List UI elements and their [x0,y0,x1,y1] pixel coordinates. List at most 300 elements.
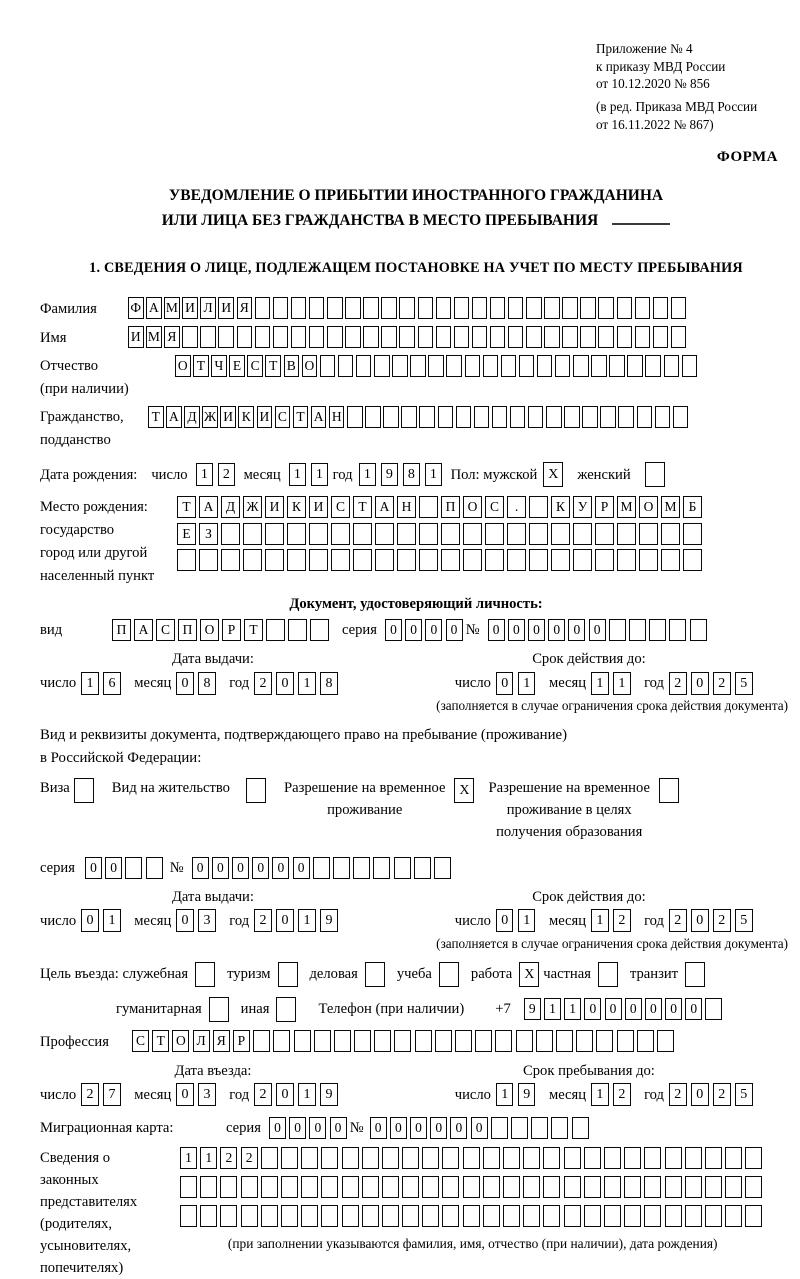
char-cell[interactable] [637,406,653,428]
char-cell[interactable]: 1 [591,909,609,932]
char-cell[interactable] [483,1205,500,1227]
char-cell[interactable]: 2 [713,909,731,932]
char-cell[interactable] [353,523,372,545]
char-cell[interactable] [671,326,687,348]
char-cell[interactable]: П [112,619,131,641]
char-cell[interactable] [483,1176,500,1198]
char-cell[interactable]: И [257,406,273,428]
char-cell[interactable]: 3 [198,1083,216,1106]
char-cell[interactable]: 9 [518,1083,536,1106]
char-cell[interactable] [529,549,548,571]
doc-valid-month-input[interactable] [591,672,635,695]
char-cell[interactable] [564,1176,581,1198]
stay-day-input[interactable] [496,1083,540,1106]
char-cell[interactable] [414,857,431,879]
char-cell[interactable]: 8 [198,672,216,695]
char-cell[interactable]: Н [329,406,345,428]
char-cell[interactable] [255,326,271,348]
char-cell[interactable] [523,1147,540,1169]
char-cell[interactable] [528,406,544,428]
char-cell[interactable]: 0 [309,1117,326,1139]
surname-input[interactable] [128,297,689,319]
char-cell[interactable]: 0 [276,909,294,932]
char-cell[interactable]: 9 [381,463,399,486]
char-cell[interactable] [543,1176,560,1198]
char-cell[interactable] [463,1176,480,1198]
char-cell[interactable] [472,297,488,319]
char-cell[interactable] [490,297,506,319]
char-cell[interactable]: 0 [605,998,622,1020]
char-cell[interactable] [342,1147,359,1169]
char-cell[interactable]: 2 [613,1083,631,1106]
purpose-tourism-checkbox[interactable] [278,962,298,987]
char-cell[interactable]: 0 [691,672,709,695]
char-cell[interactable]: 1 [518,672,536,695]
char-cell[interactable]: 0 [446,619,463,641]
char-cell[interactable]: 0 [370,1117,387,1139]
char-cell[interactable] [375,549,394,571]
char-cell[interactable] [639,549,658,571]
char-cell[interactable] [345,297,361,319]
char-cell[interactable]: О [302,355,318,377]
char-cell[interactable]: К [238,406,254,428]
char-cell[interactable] [653,326,669,348]
char-cell[interactable] [241,1205,258,1227]
char-cell[interactable] [507,523,526,545]
char-cell[interactable] [356,355,372,377]
char-cell[interactable] [313,857,330,879]
char-cell[interactable]: Л [193,1030,210,1052]
char-cell[interactable] [627,355,643,377]
char-cell[interactable] [347,406,363,428]
char-cell[interactable] [576,1030,593,1052]
stay-year-input[interactable] [669,1083,757,1106]
char-cell[interactable]: Т [152,1030,169,1052]
char-cell[interactable]: Р [595,496,614,518]
char-cell[interactable]: Т [244,619,263,641]
doc-number-input[interactable] [488,619,710,641]
permit-valid-day-input[interactable] [496,909,540,932]
char-cell[interactable]: 2 [218,463,236,486]
char-cell[interactable] [287,523,306,545]
char-cell[interactable]: 0 [691,909,709,932]
char-cell[interactable]: 0 [252,857,269,879]
char-cell[interactable]: 0 [589,619,606,641]
char-cell[interactable] [309,549,328,571]
char-cell[interactable]: 0 [176,672,194,695]
char-cell[interactable] [685,1205,702,1227]
char-cell[interactable] [320,355,336,377]
purpose-transit-checkbox[interactable] [685,962,705,987]
char-cell[interactable]: 2 [254,672,272,695]
char-cell[interactable] [342,1205,359,1227]
char-cell[interactable] [435,1030,452,1052]
char-cell[interactable] [564,1147,581,1169]
char-cell[interactable]: М [617,496,636,518]
char-cell[interactable] [294,1030,311,1052]
char-cell[interactable] [617,297,633,319]
char-cell[interactable] [624,1176,641,1198]
char-cell[interactable]: 1 [591,1083,609,1106]
char-cell[interactable]: 6 [103,672,121,695]
char-cell[interactable] [353,549,372,571]
char-cell[interactable]: 2 [713,1083,731,1106]
char-cell[interactable] [180,1176,197,1198]
char-cell[interactable] [595,549,614,571]
char-cell[interactable] [529,523,548,545]
char-cell[interactable] [543,1147,560,1169]
char-cell[interactable] [551,523,570,545]
char-cell[interactable] [582,406,598,428]
char-cell[interactable]: 1 [196,463,214,486]
purpose-other-checkbox[interactable] [276,997,296,1022]
char-cell[interactable] [273,326,289,348]
char-cell[interactable] [383,406,399,428]
char-cell[interactable] [362,1205,379,1227]
char-cell[interactable] [365,406,381,428]
char-cell[interactable] [529,496,548,518]
char-cell[interactable] [523,1205,540,1227]
char-cell[interactable] [617,1030,634,1052]
purpose-private-checkbox[interactable] [598,962,618,987]
char-cell[interactable]: С [132,1030,149,1052]
char-cell[interactable] [394,857,411,879]
char-cell[interactable]: 0 [685,998,702,1020]
char-cell[interactable] [503,1176,520,1198]
char-cell[interactable] [241,1176,258,1198]
char-cell[interactable]: И [265,496,284,518]
char-cell[interactable]: 0 [105,857,122,879]
char-cell[interactable] [363,326,379,348]
char-cell[interactable] [243,549,262,571]
char-cell[interactable] [273,1030,290,1052]
char-cell[interactable] [664,355,680,377]
char-cell[interactable] [573,549,592,571]
char-cell[interactable] [382,1147,399,1169]
char-cell[interactable]: С [247,355,263,377]
char-cell[interactable] [564,1205,581,1227]
char-cell[interactable]: 0 [176,1083,194,1106]
char-cell[interactable] [314,1030,331,1052]
char-cell[interactable] [555,355,571,377]
char-cell[interactable] [604,1205,621,1227]
char-cell[interactable]: Ж [202,406,218,428]
char-cell[interactable]: 0 [81,909,99,932]
sex-female-checkbox[interactable] [645,462,665,487]
char-cell[interactable] [338,355,354,377]
char-cell[interactable]: Е [177,523,196,545]
char-cell[interactable] [685,1147,702,1169]
char-cell[interactable]: 8 [320,672,338,695]
char-cell[interactable] [508,326,524,348]
char-cell[interactable] [637,1030,654,1052]
char-cell[interactable]: 2 [241,1147,258,1169]
char-cell[interactable] [639,523,658,545]
char-cell[interactable] [669,619,686,641]
char-cell[interactable] [218,326,234,348]
char-cell[interactable] [536,1030,553,1052]
char-cell[interactable] [415,1030,432,1052]
char-cell[interactable] [501,355,517,377]
char-cell[interactable] [397,523,416,545]
char-cell[interactable] [381,326,397,348]
char-cell[interactable] [463,1205,480,1227]
char-cell[interactable] [745,1147,762,1169]
char-cell[interactable] [200,1205,217,1227]
char-cell[interactable]: М [146,326,162,348]
char-cell[interactable] [635,297,651,319]
char-cell[interactable]: 0 [584,998,601,1020]
char-cell[interactable] [725,1176,742,1198]
char-cell[interactable] [508,297,524,319]
char-cell[interactable]: 2 [254,909,272,932]
char-cell[interactable] [220,1205,237,1227]
char-cell[interactable]: 0 [548,619,565,641]
char-cell[interactable] [705,1147,722,1169]
char-cell[interactable] [690,619,707,641]
char-cell[interactable] [309,523,328,545]
char-cell[interactable]: Р [233,1030,250,1052]
char-cell[interactable] [321,1176,338,1198]
char-cell[interactable] [374,1030,391,1052]
char-cell[interactable] [125,857,142,879]
char-cell[interactable] [265,549,284,571]
char-cell[interactable] [438,406,454,428]
char-cell[interactable] [523,1176,540,1198]
char-cell[interactable] [442,1176,459,1198]
temp-residence-checkbox[interactable]: X [454,778,474,803]
char-cell[interactable] [327,297,343,319]
doc-kind-input[interactable] [112,619,332,641]
birth-month-input[interactable] [289,463,333,486]
char-cell[interactable]: С [331,496,350,518]
char-cell[interactable] [200,1176,217,1198]
char-cell[interactable] [436,297,452,319]
char-cell[interactable]: 2 [254,1083,272,1106]
char-cell[interactable] [485,549,504,571]
birth-year-input[interactable] [359,463,447,486]
char-cell[interactable]: 1 [518,909,536,932]
char-cell[interactable]: Т [293,406,309,428]
char-cell[interactable] [485,523,504,545]
char-cell[interactable] [265,523,284,545]
char-cell[interactable]: Т [353,496,372,518]
char-cell[interactable]: 1 [103,909,121,932]
char-cell[interactable]: 0 [276,1083,294,1106]
char-cell[interactable] [422,1147,439,1169]
char-cell[interactable]: 0 [430,1117,447,1139]
purpose-humanitarian-checkbox[interactable] [209,997,229,1022]
birth-day-input[interactable] [196,463,240,486]
char-cell[interactable] [531,1117,548,1139]
birthplace-row2-input[interactable] [177,523,705,545]
char-cell[interactable]: 0 [471,1117,488,1139]
char-cell[interactable] [434,857,451,879]
char-cell[interactable]: 0 [390,1117,407,1139]
char-cell[interactable]: 0 [645,998,662,1020]
char-cell[interactable]: 0 [496,909,514,932]
char-cell[interactable]: 1 [81,672,99,695]
char-cell[interactable]: Д [184,406,200,428]
char-cell[interactable] [261,1147,278,1169]
char-cell[interactable]: 0 [425,619,442,641]
char-cell[interactable] [526,297,542,319]
char-cell[interactable] [392,355,408,377]
char-cell[interactable] [544,326,560,348]
permit-valid-month-input[interactable] [591,909,635,932]
char-cell[interactable]: 9 [524,998,541,1020]
char-cell[interactable] [629,619,646,641]
char-cell[interactable]: 2 [669,1083,687,1106]
char-cell[interactable] [624,1205,641,1227]
char-cell[interactable] [394,1030,411,1052]
char-cell[interactable] [543,1205,560,1227]
char-cell[interactable] [374,355,390,377]
char-cell[interactable]: У [573,496,592,518]
char-cell[interactable] [511,1117,528,1139]
char-cell[interactable]: 9 [320,1083,338,1106]
char-cell[interactable]: 2 [669,909,687,932]
char-cell[interactable]: 0 [272,857,289,879]
permit-issue-month-input[interactable] [176,909,220,932]
char-cell[interactable] [465,355,481,377]
char-cell[interactable]: 2 [81,1083,99,1106]
char-cell[interactable] [182,326,198,348]
char-cell[interactable] [221,523,240,545]
entry-month-input[interactable] [176,1083,220,1106]
char-cell[interactable] [331,523,350,545]
char-cell[interactable] [363,297,379,319]
doc-valid-day-input[interactable] [496,672,540,695]
char-cell[interactable] [402,1205,419,1227]
char-cell[interactable] [362,1147,379,1169]
visa-checkbox[interactable] [74,778,94,803]
char-cell[interactable]: Л [200,297,216,319]
stay-month-input[interactable] [591,1083,635,1106]
char-cell[interactable]: А [166,406,182,428]
char-cell[interactable] [436,326,452,348]
char-cell[interactable] [255,297,271,319]
char-cell[interactable] [353,857,370,879]
char-cell[interactable] [705,1176,722,1198]
char-cell[interactable] [287,549,306,571]
char-cell[interactable]: 0 [293,857,310,879]
char-cell[interactable]: 2 [613,909,631,932]
char-cell[interactable] [418,297,434,319]
char-cell[interactable]: 3 [198,909,216,932]
char-cell[interactable]: 1 [200,1147,217,1169]
char-cell[interactable] [745,1176,762,1198]
char-cell[interactable]: 1 [425,463,443,486]
char-cell[interactable] [397,549,416,571]
char-cell[interactable] [665,1205,682,1227]
char-cell[interactable] [598,297,614,319]
char-cell[interactable] [492,406,508,428]
char-cell[interactable] [685,1176,702,1198]
char-cell[interactable]: В [284,355,300,377]
char-cell[interactable] [572,1117,589,1139]
patronymic-input[interactable] [175,355,700,377]
char-cell[interactable] [301,1147,318,1169]
char-cell[interactable] [562,297,578,319]
purpose-study-checkbox[interactable] [439,962,459,987]
char-cell[interactable] [661,523,680,545]
permit-valid-year-input[interactable] [669,909,757,932]
char-cell[interactable] [288,619,307,641]
char-cell[interactable] [653,297,669,319]
char-cell[interactable] [200,326,216,348]
char-cell[interactable]: Я [213,1030,230,1052]
char-cell[interactable]: Б [683,496,702,518]
char-cell[interactable] [671,297,687,319]
char-cell[interactable] [516,1030,533,1052]
char-cell[interactable] [617,549,636,571]
doc-valid-year-input[interactable] [669,672,757,695]
char-cell[interactable]: 0 [289,1117,306,1139]
char-cell[interactable]: А [375,496,394,518]
char-cell[interactable]: 1 [564,998,581,1020]
sex-male-checkbox[interactable]: X [543,462,563,487]
char-cell[interactable] [375,523,394,545]
citizenship-input[interactable] [148,406,691,428]
char-cell[interactable] [635,326,651,348]
char-cell[interactable]: 7 [103,1083,121,1106]
char-cell[interactable]: 0 [665,998,682,1020]
char-cell[interactable] [519,355,535,377]
char-cell[interactable] [725,1147,742,1169]
doc-series-input[interactable] [385,619,466,641]
char-cell[interactable]: 0 [176,909,194,932]
char-cell[interactable] [584,1176,601,1198]
char-cell[interactable]: О [172,1030,189,1052]
char-cell[interactable] [745,1205,762,1227]
char-cell[interactable]: П [178,619,197,641]
char-cell[interactable]: 0 [232,857,249,879]
char-cell[interactable]: 0 [405,619,422,641]
char-cell[interactable] [705,1205,722,1227]
permit-series-input[interactable] [85,857,166,879]
char-cell[interactable]: . [507,496,526,518]
char-cell[interactable] [463,549,482,571]
char-cell[interactable] [441,523,460,545]
char-cell[interactable] [604,1147,621,1169]
char-cell[interactable]: 1 [544,998,561,1020]
char-cell[interactable] [683,549,702,571]
char-cell[interactable] [551,1117,568,1139]
char-cell[interactable] [617,523,636,545]
char-cell[interactable] [600,406,616,428]
birthplace-row1-input[interactable] [177,496,705,518]
char-cell[interactable] [618,406,634,428]
residence-permit-checkbox[interactable] [246,778,266,803]
char-cell[interactable] [490,326,506,348]
char-cell[interactable] [146,857,163,879]
char-cell[interactable]: Т [193,355,209,377]
char-cell[interactable]: Е [229,355,245,377]
char-cell[interactable] [331,549,350,571]
char-cell[interactable] [483,1147,500,1169]
char-cell[interactable] [362,1176,379,1198]
char-cell[interactable] [580,297,596,319]
char-cell[interactable]: О [200,619,219,641]
char-cell[interactable] [617,326,633,348]
entry-day-input[interactable] [81,1083,125,1106]
char-cell[interactable] [419,549,438,571]
char-cell[interactable]: А [146,297,162,319]
char-cell[interactable] [373,857,390,879]
char-cell[interactable] [418,326,434,348]
char-cell[interactable]: Ж [243,496,262,518]
